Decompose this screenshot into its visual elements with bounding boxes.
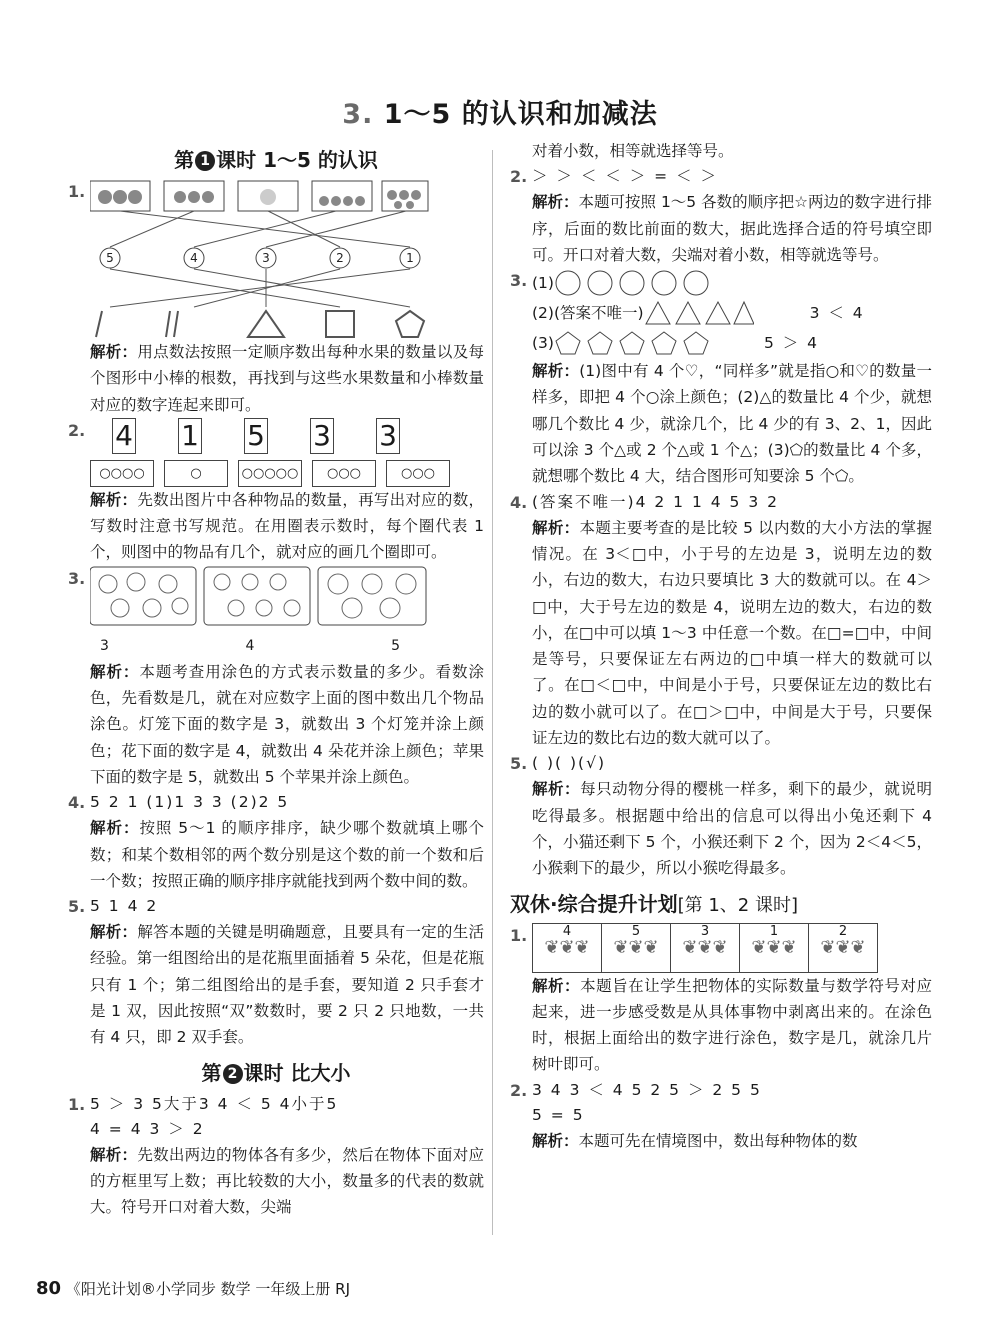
leaf-cell — [740, 924, 809, 972]
explanation — [510, 358, 932, 489]
question-number: 4. — [510, 492, 528, 512]
leaf-cell — [809, 924, 877, 972]
right-column — [510, 138, 932, 1154]
lesson-prefix: 第 — [201, 1060, 222, 1085]
lesson-title: 课时 比大小 — [243, 1060, 351, 1085]
explanation — [510, 776, 932, 881]
match-label: 4 — [190, 251, 198, 265]
question-number: 2. — [510, 167, 528, 187]
explanation-label: 解析： — [532, 193, 579, 212]
explanation-text: 本题可先在情境图中，数出每种物体的数 — [578, 1131, 858, 1150]
circle-box: ○○○ — [312, 460, 376, 487]
explanation-label: 解析： — [532, 976, 581, 995]
answer: ( )( )(√) — [532, 754, 607, 773]
answer-line: 4 = 4 3 ＞ 2 — [90, 1119, 205, 1138]
circle-box: ○○○ — [386, 460, 450, 487]
triangles-row — [644, 299, 754, 327]
explanation-text: 本题旨在让学生把物体的实际数量与数学符号对应起来，进一步感受数是从具体事物中剥离出来的。在涂色时，根据上面给出的数字进行涂色，数字是几，就涂几片树叶即可。 — [532, 976, 932, 1074]
question-3 — [68, 566, 484, 659]
question-4 — [510, 490, 932, 515]
leaf-icon: ❦❦❦ — [682, 936, 728, 958]
match-label: 1 — [406, 251, 414, 265]
match-label: 5 — [106, 251, 114, 265]
lesson-prefix: 第 — [174, 148, 195, 172]
lesson-number-badge: 2 — [223, 1064, 243, 1084]
leaf-number: 2 — [838, 923, 848, 939]
written-digit: 1 — [178, 418, 202, 454]
answer: 5 2 1 (1)1 3 3 (2)2 5 — [90, 793, 290, 812]
question-5 — [68, 894, 484, 919]
explanation-text: 解答本题的关键是明确题意，且要具有一定的生活经验。第一组图给出的是花瓶里面插着 5 朵花，但是花瓶只有 1 个；第二组图给出的是手套，要知道 2 只手套才是 1 双，因此按照“双”数数时，要 2 只 2 只地数，一共有 4 只，即 2 双手套。 — [90, 923, 484, 1047]
explanation-label: 解析： — [532, 362, 580, 381]
answer: 3 ＜ 4 — [809, 303, 865, 322]
question-number: 2. — [510, 1080, 528, 1100]
explanation — [68, 339, 484, 418]
answer: (答案不唯一)4 2 1 1 4 5 3 2 — [532, 492, 779, 511]
explanation — [68, 659, 484, 790]
explanation-text: 每只动物分得的樱桃一样多，剩下的最少，就说明吃得最多。根据题中给出的信息可以得出小兔还剩下 4 个，小猫还剩下 5 个，小猴还剩下 2 个，因为 2＜4＜5，小猴剩下的最少，所以小猴吃得最多。 — [532, 780, 932, 878]
answer-line: 3 4 3 ＜ 4 5 2 5 ＞ 2 5 5 — [532, 1080, 762, 1099]
lesson-2-question-1 — [68, 1092, 484, 1142]
question-number: 4. — [68, 793, 86, 813]
lesson-2-heading — [68, 1057, 484, 1086]
lesson-1-heading — [68, 144, 484, 173]
title-text: 1～5 的认识和加减法 — [383, 99, 658, 130]
explanation — [68, 1142, 484, 1221]
continued-text: 对着小数，相等就选择等号。 — [532, 142, 734, 160]
explanation — [510, 973, 932, 1078]
answer: ＞ ＞ ＜ ＜ ＞ = ＜ ＞ — [532, 167, 718, 186]
question-number: 1. — [510, 925, 528, 945]
match-label: 3 — [262, 251, 270, 265]
coloring-label: 5 — [391, 637, 400, 654]
leaf-number: 3 — [700, 923, 710, 939]
plan-question-1 — [510, 923, 932, 973]
explanation-label: 解析： — [532, 1131, 579, 1150]
question-1 — [68, 179, 484, 339]
question-number: 1. — [68, 182, 86, 201]
explanation-label: 解析： — [90, 490, 138, 509]
explanation-text: 按照 5～1 的顺序排序，缺少哪个数就填上哪个数；和某个数相邻的两个数分别是这个数的前一个数和后一个数；按照正确的顺序排序就能找到两个数中间的数。 — [90, 819, 484, 890]
question-number: 5. — [510, 754, 528, 774]
part-label: (3) — [532, 333, 554, 352]
answer-line: 5 = 5 — [532, 1105, 585, 1124]
circle-box: ○ — [164, 460, 228, 487]
plan-bracket: [第 1、2 课时] — [677, 894, 799, 916]
written-digit: 4 — [112, 418, 136, 454]
question-number: 5. — [68, 897, 86, 917]
written-digit: 3 — [376, 418, 400, 454]
page-title — [0, 92, 1000, 131]
question-4 — [68, 790, 484, 815]
explanation-label: 解析： — [532, 780, 581, 799]
part-label: (1) — [532, 273, 554, 292]
explanation — [68, 919, 484, 1050]
weekend-plan-heading — [510, 888, 932, 917]
circles-row — [554, 269, 724, 297]
explanation-text: 用点数法按照一定顺序数出每种水果的数量以及每个图形中小棒的根数，再找到与这些水果数量和小棒数量对应的数字连起来即可。 — [90, 343, 484, 414]
answer-line: 5 ＞ 3 5大于3 4 ＜ 5 4小于5 — [90, 1094, 339, 1113]
explanation-text: 先数出两边的物体各有多少，然后在物体下面对应的方框里写上数；再比较数的大小，数量多的代表的数就大。符号开口对着大数，尖端 — [90, 1145, 484, 1217]
coloring-label: 4 — [245, 637, 255, 654]
explanation-label: 解析： — [90, 662, 140, 681]
explanation — [68, 815, 484, 894]
answer: 5 1 4 2 — [90, 897, 159, 916]
plan-question-2 — [510, 1078, 932, 1128]
title-number: 3. — [342, 99, 374, 130]
pentagons-row — [554, 329, 754, 357]
leaf-number: 4 — [562, 923, 572, 939]
explanation-label: 解析： — [90, 819, 140, 838]
explanation-text: 本题可按照 1～5 各数的顺序把☆两边的数字进行排序，后面的数比前面的数大，据此选择合适的符号填空即可。开口对着大数，尖端对着小数，相等就选等号。 — [532, 193, 932, 264]
explanation-label: 解析： — [90, 343, 138, 361]
explanation-text: 先数出图片中各种物品的数量，再写出对应的数，写数时注意书写规范。在用圈表示数时，每个圈代表 1 个，则图中的物品有几个，就对应的画几个圈即可。 — [90, 490, 484, 562]
coloring-label: 3 — [100, 637, 109, 654]
question-2 — [510, 164, 932, 189]
lesson-title: 课时 1～5 的认识 — [216, 148, 378, 172]
leaf-icon: ❦❦❦ — [544, 936, 590, 958]
explanation — [510, 189, 932, 268]
explanation — [510, 1128, 932, 1154]
circle-box: ○○○○○ — [238, 460, 302, 487]
leaf-cell — [602, 924, 671, 972]
explanation — [510, 515, 932, 752]
explanation-label: 解析： — [90, 1145, 138, 1164]
question-number: 1. — [68, 1094, 86, 1114]
leaf-cell — [671, 924, 740, 972]
explanation-label: 解析： — [90, 923, 138, 942]
question-number: 2. — [68, 420, 86, 440]
footer-brand: 《阳光计划®小学同步 数学 一年级上册 RJ — [65, 1280, 350, 1298]
left-column — [68, 138, 484, 1221]
column-divider — [492, 150, 493, 1235]
page-footer — [36, 1278, 350, 1299]
written-digit: 5 — [244, 418, 268, 454]
coloring-figure — [90, 566, 430, 626]
question-number: 3. — [68, 568, 86, 588]
explanation — [68, 487, 484, 566]
leaf-icon: ❦❦❦ — [751, 936, 797, 958]
leaf-number: 1 — [769, 923, 779, 939]
leaf-number: 5 — [631, 923, 641, 939]
fruit-stick-matching-figure — [90, 179, 430, 339]
lesson-number-badge: 1 — [195, 151, 215, 171]
question-number: 3. — [510, 271, 528, 291]
part-label: (2)(答案不唯一) — [532, 303, 644, 322]
question-3 — [510, 268, 932, 358]
leaf-icon: ❦❦❦ — [613, 936, 659, 958]
answer: 5 ＞ 4 — [763, 333, 820, 352]
written-digit: 3 — [310, 418, 334, 454]
explanation-label: 解析： — [532, 518, 580, 537]
question-5 — [510, 751, 932, 776]
leaf-icon: ❦❦❦ — [820, 936, 866, 958]
page-number: 80 — [36, 1278, 62, 1299]
circle-box: ○○○○ — [90, 460, 154, 487]
explanation-text: 本题主要考查的是比较 5 以内数的大小方法的掌握情况。在 3＜□中，小于号的左边是 3，说明左边的数小，右边的数大，右边只要填比 3 大的数就可以。在 4＞□中，大于号左边的数是 4，说明左边的数大，右边的数小，在□中可以填 1～3 中任意一个数。在□=□中，中间是等号，只要保证左右两边的□中填一样大的数就可以了。在□＜□中，中间是小于号，只要保证左边的数比右边的数小就可以了。在□＞□中，中间是大于号，只要保证左边的数比右边的数大就可以了。 — [532, 518, 932, 748]
leaf-cell — [533, 924, 602, 972]
explanation-text: (1)图中有 4 个♡，“同样多”就是指○和♡的数量一样多，即把 4 个○涂上颜色；(2)△的数量比 4 个少，就想哪几个数比 4 少，就涂几个，比 4 少的有 3、2、1，因此可以涂 3 个△或 2 个△或 1 个△；(3)⬠的数量比 4 个多，就想哪个数比 4 大，结合图形可知要涂 5 个⬠。 — [532, 362, 932, 486]
explanation-text: 本题考查用涂色的方式表示数量的多少。看数涂色，先看数是几，就在对应数字上面的图中数出几个物品涂色。灯笼下面的数字是 3，就数出 3 个灯笼并涂上颜色；花下面的数字是 4，就数出 4 朵花并涂上颜色；苹果下面的数字是 5，就数出 5 个苹果并涂上颜色。 — [90, 662, 484, 786]
question-2 — [68, 418, 484, 487]
plan-title: 双休·综合提升计划 — [510, 891, 678, 916]
match-label: 2 — [336, 251, 344, 265]
